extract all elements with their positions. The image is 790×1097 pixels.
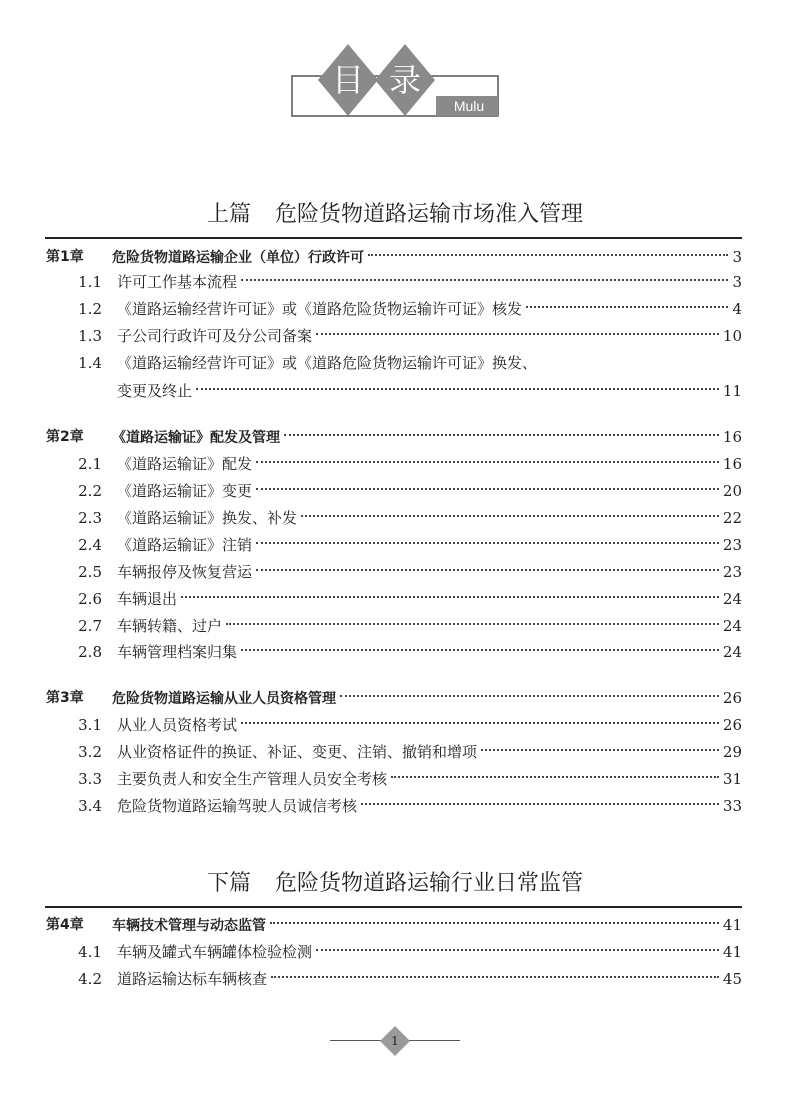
- toc-dot-leader: [241, 649, 719, 651]
- toc-entry-page: 26: [722, 689, 742, 707]
- toc-section-entry[interactable]: [0, 505, 790, 531]
- toc-entry-number: 4.2: [78, 970, 102, 988]
- toc-entry-leader: [117, 639, 742, 665]
- toc-entry-leader: [117, 613, 742, 639]
- header-title-char-1: 目: [331, 61, 364, 99]
- toc-entry-leader: [117, 269, 742, 295]
- toc-entry-page: 11: [722, 382, 742, 400]
- toc-section-entry[interactable]: [0, 451, 790, 477]
- toc-entry-title: 车辆及罐式车辆罐体检验检测: [117, 943, 313, 961]
- toc-dot-leader: [284, 434, 719, 436]
- toc-section-entry[interactable]: [0, 478, 790, 504]
- toc-dot-leader: [241, 279, 728, 281]
- part-name: 危险货物道路运输市场准入管理: [275, 202, 584, 227]
- toc-entry-leader: [117, 296, 742, 322]
- toc-entry-title: 《道路运输证》配发及管理: [112, 430, 280, 446]
- toc-entry-leader: [112, 244, 742, 271]
- toc-entry-page: 24: [722, 643, 742, 661]
- header-title-char-2: 录: [388, 61, 421, 99]
- toc-entry-leader: [117, 505, 742, 531]
- toc-entry-number: 第2章: [46, 429, 84, 445]
- toc-entry-title: 从业资格证件的换证、补证、变更、注销、撤销和增项: [117, 743, 478, 761]
- toc-entry-leader: [112, 912, 742, 939]
- toc-section-entry[interactable]: [0, 766, 790, 792]
- toc-entry-leader: [117, 793, 742, 819]
- toc-entry-number: 3.2: [78, 743, 102, 761]
- toc-dot-leader: [301, 515, 719, 517]
- toc-entry-leader: [112, 424, 742, 451]
- toc-dot-leader: [391, 776, 719, 778]
- toc-entry-number: 2.2: [78, 482, 102, 500]
- toc-entry-leader: [117, 559, 742, 585]
- toc-entry-title: 主要负责人和安全生产管理人员安全考核: [117, 770, 388, 788]
- toc-section-entry[interactable]: [0, 939, 790, 965]
- toc-entry-title: 许可工作基本流程: [117, 273, 238, 291]
- toc-dot-leader: [270, 922, 719, 924]
- toc-chapter-entry[interactable]: [0, 685, 790, 711]
- toc-dot-leader: [316, 333, 719, 335]
- toc-entry-number: 2.8: [78, 643, 102, 661]
- toc-dot-leader: [256, 461, 719, 463]
- toc-section-entry[interactable]: [0, 323, 790, 349]
- toc-dot-leader: [340, 695, 719, 697]
- toc-entry-number: 2.7: [78, 617, 102, 635]
- toc-entry-title: 车辆报停及恢复营运: [117, 563, 253, 581]
- part-title-1: [0, 197, 790, 228]
- toc-entry-page: 16: [722, 455, 742, 473]
- toc-dot-leader: [256, 569, 719, 571]
- toc-dot-leader: [256, 488, 719, 490]
- toc-entry-number: 1.1: [78, 273, 102, 291]
- toc-entry-number: 1.2: [78, 300, 102, 318]
- toc-section-entry[interactable]: [0, 793, 790, 819]
- toc-entry-page: 3: [732, 273, 742, 291]
- toc-chapter-entry[interactable]: [0, 244, 790, 270]
- toc-entry-title: 道路运输达标车辆核查: [117, 970, 268, 988]
- toc-entry-title: 车辆技术管理与动态监管: [112, 918, 266, 934]
- toc-entry-page: 41: [722, 916, 742, 934]
- toc-entry-title: 《道路运输经营许可证》或《道路危险货物运输许可证》换发、: [117, 354, 538, 372]
- toc-chapter-entry[interactable]: [0, 912, 790, 938]
- toc-entry-number: 3.3: [78, 770, 102, 788]
- toc-entry-number: 第1章: [46, 249, 84, 265]
- toc-entry-page: 41: [722, 943, 742, 961]
- toc-entry-title: 危险货物道路运输驾驶人员诚信考核: [117, 797, 358, 815]
- toc-entry-page: 33: [722, 797, 742, 815]
- toc-entry-page: 3: [732, 248, 742, 266]
- toc-entry-leader: [117, 712, 742, 738]
- toc-dot-leader: [361, 803, 719, 805]
- part-divider: [45, 906, 742, 908]
- toc-chapter-entry[interactable]: [0, 424, 790, 450]
- toc-entry-leader: [117, 378, 742, 404]
- footer-rule-right: [405, 1040, 460, 1041]
- toc-entry-page: 31: [722, 770, 742, 788]
- toc-entry-title: 《道路运输证》变更: [117, 482, 253, 500]
- toc-entry-number: 3.1: [78, 716, 102, 734]
- toc-section-entry[interactable]: [0, 559, 790, 585]
- toc-dot-leader: [196, 388, 719, 390]
- toc-entry-leader: [117, 532, 742, 558]
- toc-dot-leader: [271, 976, 719, 978]
- toc-section-entry[interactable]: [0, 613, 790, 639]
- toc-entry-number: 2.4: [78, 536, 102, 554]
- footer-rule-left: [330, 1040, 385, 1041]
- toc-entry-leader: [117, 966, 742, 992]
- toc-entry-number: 2.6: [78, 590, 102, 608]
- toc-dot-leader: [368, 254, 728, 256]
- toc-entry-title: 危险货物道路运输企业（单位）行政许可: [112, 250, 364, 266]
- toc-entry-page: 10: [722, 327, 742, 345]
- toc-entry-leader: [117, 350, 742, 376]
- toc-entry-leader: [117, 323, 742, 349]
- toc-entry-title: 《道路运输证》配发: [117, 455, 253, 473]
- toc-entry-leader: [112, 685, 742, 712]
- toc-entry-leader: [117, 939, 742, 965]
- toc-entry-page: 26: [722, 716, 742, 734]
- toc-entry-leader: [117, 739, 742, 765]
- toc-section-entry[interactable]: [0, 739, 790, 765]
- toc-entry-title: 车辆退出: [117, 590, 178, 608]
- toc-entry-page: 16: [722, 428, 742, 446]
- toc-entry-leader: [117, 766, 742, 792]
- toc-entry-page: 23: [722, 563, 742, 581]
- toc-entry-leader: [117, 451, 742, 477]
- part-title-2: [0, 866, 790, 897]
- toc-dot-leader: [256, 542, 719, 544]
- part-divider: [45, 237, 742, 239]
- toc-entry-number: 1.3: [78, 327, 102, 345]
- toc-entry-number: 3.4: [78, 797, 102, 815]
- toc-entry-page: 20: [722, 482, 742, 500]
- toc-dot-leader: [241, 722, 719, 724]
- toc-dot-leader: [181, 596, 719, 598]
- toc-entry-number: 第3章: [46, 690, 84, 706]
- toc-section-entry[interactable]: [0, 712, 790, 738]
- toc-entry-number: 4.1: [78, 943, 102, 961]
- toc-header: [0, 0, 790, 130]
- toc-entry-number: 2.3: [78, 509, 102, 527]
- toc-entry-title: 车辆管理档案归集: [117, 643, 238, 661]
- toc-entry-page: 45: [722, 970, 742, 988]
- toc-section-entry[interactable]: [0, 966, 790, 992]
- toc-entry-number: 第4章: [46, 917, 84, 933]
- toc-section-entry[interactable]: [0, 532, 790, 558]
- toc-entry-number: 2.5: [78, 563, 102, 581]
- toc-section-entry[interactable]: [0, 639, 790, 665]
- page-number: 1: [391, 1034, 399, 1048]
- toc-entry-title: 从业人员资格考试: [117, 716, 238, 734]
- toc-entry-number: 2.1: [78, 455, 102, 473]
- part-name: 危险货物道路运输行业日常监管: [275, 871, 584, 896]
- toc-dot-leader: [316, 949, 719, 951]
- toc-dot-leader: [481, 749, 719, 751]
- toc-section-entry[interactable]: [0, 586, 790, 612]
- toc-entry-leader: [117, 586, 742, 612]
- toc-entry-title: 《道路运输经营许可证》或《道路危险货物运输许可证》核发: [117, 300, 523, 318]
- toc-entry-page: 4: [732, 300, 742, 318]
- part-label: 下篇: [206, 871, 251, 896]
- toc-entry-leader: [117, 478, 742, 504]
- toc-dot-leader: [526, 306, 728, 308]
- toc-section-entry[interactable]: [0, 378, 790, 404]
- toc-entry-number: 1.4: [78, 354, 102, 372]
- toc-entry-title: 车辆转籍、过户: [117, 617, 223, 635]
- toc-section-entry[interactable]: [0, 269, 790, 295]
- toc-section-entry[interactable]: [0, 350, 790, 376]
- toc-entry-title: 变更及终止: [117, 382, 193, 400]
- toc-entry-page: 22: [722, 509, 742, 527]
- toc-entry-title: 子公司行政许可及分公司备案: [117, 327, 313, 345]
- toc-entry-page: 24: [722, 617, 742, 635]
- toc-entry-title: 《道路运输证》注销: [117, 536, 253, 554]
- toc-entry-title: 危险货物道路运输从业人员资格管理: [112, 691, 336, 707]
- toc-entry-title: 《道路运输证》换发、补发: [117, 509, 298, 527]
- toc-entry-page: 23: [722, 536, 742, 554]
- toc-entry-page: 24: [722, 590, 742, 608]
- toc-dot-leader: [226, 623, 719, 625]
- toc-entry-page: 29: [722, 743, 742, 761]
- header-subtitle: Mulu: [453, 98, 485, 114]
- toc-section-entry[interactable]: [0, 296, 790, 322]
- part-label: 上篇: [206, 202, 251, 227]
